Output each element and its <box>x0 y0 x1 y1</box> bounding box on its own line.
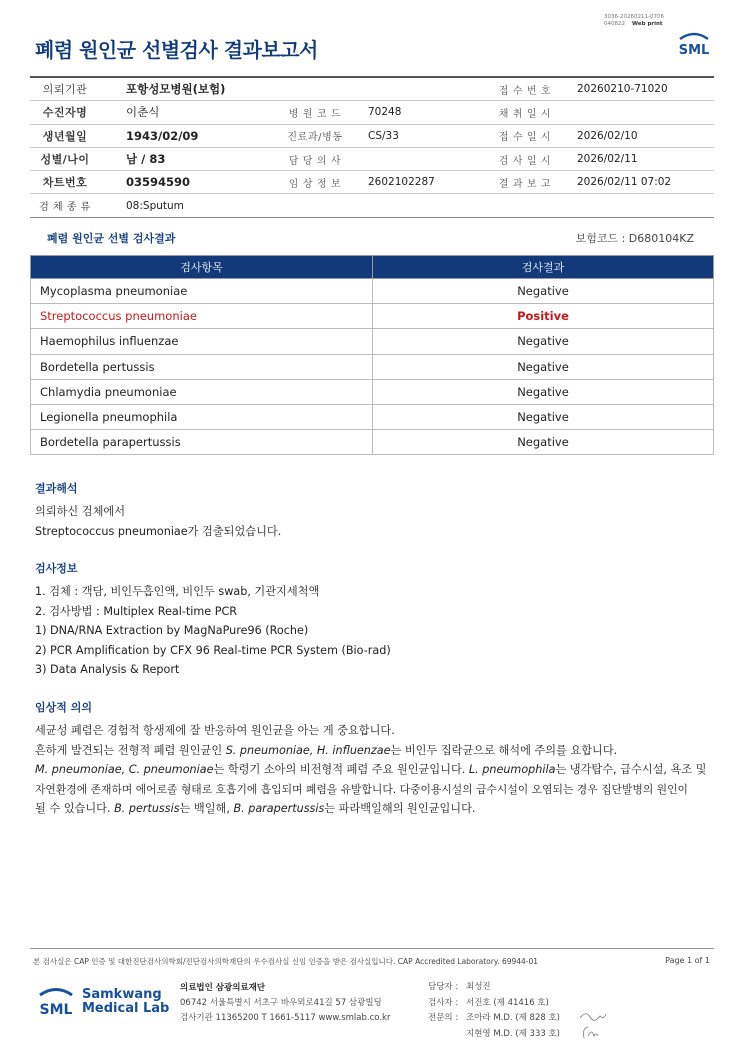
foundation-name: 의료법인 삼광의료재단 <box>180 983 266 993</box>
test-result: Positive <box>373 304 714 329</box>
dob-label: 생년월일 <box>42 129 88 143</box>
section-title: 폐렴 원인균 선별 검사결과 <box>47 232 176 245</box>
specialist-label: 전문의 : <box>428 1013 459 1024</box>
header-item: 검사항목 <box>31 256 373 279</box>
chart-value: 03594590 <box>126 175 191 190</box>
foundation-info <box>180 981 390 1026</box>
tester-name: 서진호 (제 41416 호) <box>466 997 549 1008</box>
accreditation-note: 본 검사실은 CAP 인증 및 대한진단검사의학회/진단검사의학재단의 우수검사실 신임 인증을 받은 검사실입니다. CAP Accredited Laboratory. 69944-01 <box>33 957 539 966</box>
test-result: Negative <box>373 329 714 354</box>
sex-age-value: 남 / 83 <box>126 152 166 167</box>
patient-info-table <box>30 76 714 218</box>
tester-label: 검사자 : <box>428 997 459 1008</box>
sml-logo-text: SML <box>678 43 710 58</box>
report-title: 폐렴 원인균 선별검사 결과보고서 <box>35 38 318 62</box>
clinical-line: 세균성 폐렴은 경험적 항생제에 잘 반응하여 원인균을 아는 게 중요합니다. <box>35 724 395 737</box>
test-name: Legionella pneumophila <box>31 404 373 429</box>
print-code-line1: 3036-20260211-0706 <box>604 14 664 20</box>
test-info-line: 1) DNA/RNA Extraction by MagNaPure96 (Roche) <box>35 624 309 638</box>
organism-name: B. pertussis <box>114 802 180 816</box>
specimen-label: 검 체 종 류 <box>39 202 91 214</box>
insurance-code: 보험코드 : D680104KZ <box>575 232 694 245</box>
specialist-name: 지현영 M.D. (제 333 호) <box>466 1028 561 1039</box>
footer-divider <box>30 948 714 949</box>
test-info-section <box>35 560 725 680</box>
table-row <box>31 354 714 379</box>
receipt-no-label: 접 수 번 호 <box>498 85 552 97</box>
test-name: Haemophilus influenzae <box>31 329 373 354</box>
hospital-code-label: 병 원 코 드 <box>288 108 342 120</box>
foundation-contact: 검사기관 11365200 T 1661-5117 www.smlab.co.kr <box>180 1013 391 1023</box>
results-table <box>30 255 714 455</box>
test-info-line: 3) Data Analysis & Report <box>35 663 180 677</box>
interpretation-line: 의뢰하신 검체에서 <box>35 505 126 518</box>
organism-name: L. pneumophila <box>468 763 556 777</box>
results-header-row <box>31 256 714 279</box>
sex-age-label: 성별/나이 <box>40 153 90 167</box>
test-date-value: 2026/02/11 <box>577 153 638 166</box>
sml-logo-mark-text: SML <box>39 1002 73 1018</box>
print-code-line2: 040822 <box>604 21 625 27</box>
info-row <box>30 148 714 171</box>
staff-info <box>428 980 560 1042</box>
logo-text <box>82 988 169 1016</box>
sml-logo <box>676 30 712 63</box>
clinical-meaning-section <box>35 699 725 819</box>
clinical-line <box>35 799 725 819</box>
page-number: Page 1 of 1 <box>665 956 710 965</box>
report-value: 2026/02/11 07:02 <box>577 176 672 189</box>
samkwang-logo <box>36 982 169 1022</box>
print-code <box>604 14 664 28</box>
foundation-address: 06742 서울특별시 서초구 바우뫼로41길 57 삼광빌딩 <box>180 998 382 1008</box>
print-code-suffix: Web print <box>632 21 663 27</box>
info-row <box>30 194 714 217</box>
test-name: Streptococcus pneumoniae <box>31 304 373 329</box>
signature-2 <box>578 1024 608 1042</box>
table-row <box>31 379 714 404</box>
clinical-text: 는 냉각탑수, 급수시설, 욕조 및 <box>555 763 707 777</box>
report-label: 결 과 보 고 <box>498 178 552 190</box>
test-result: Negative <box>373 404 714 429</box>
clinical-text: 는 백일해, <box>179 802 234 816</box>
table-row <box>31 329 714 354</box>
test-name: Bordetella pertussis <box>31 354 373 379</box>
clinical-text: 될 수 있습니다. <box>35 802 115 816</box>
test-info-title: 검사정보 <box>35 562 78 575</box>
doctor-label: 담 당 의 사 <box>288 155 342 167</box>
staff-label: 담당자 : <box>428 982 459 992</box>
clinical-text: 흔하게 발견되는 전형적 폐렴 원인균인 <box>35 743 226 757</box>
collect-date-label: 채 취 일 시 <box>498 108 552 120</box>
clinical-line: 자연환경에 존재하며 에어로졸 형태로 호흡기에 흡입되며 폐렴을 유발합니다. 다중이용시설의 급수시설이 오염되는 경우 집단발병의 원인이 <box>35 782 688 796</box>
interpretation-line: Streptococcus pneumoniae가 검출되었습니다. <box>35 524 282 538</box>
dept-value: CS/33 <box>368 129 399 142</box>
specialist-name: 조아라 M.D. (제 828 호) <box>466 1013 561 1024</box>
test-result: Negative <box>373 279 714 304</box>
patient-label: 수진자명 <box>42 106 88 120</box>
receipt-date-value: 2026/02/10 <box>577 129 638 142</box>
organism-name: M. pneumoniae, C. pneumoniae <box>35 763 214 777</box>
hospital-code-value: 70248 <box>368 106 402 119</box>
test-info-line: 2. 검사방법 : Multiplex Real-time PCR <box>35 604 238 618</box>
patient-value: 이춘식 <box>126 105 160 120</box>
clinical-value: 2602102287 <box>368 176 435 189</box>
dob-value: 1943/02/09 <box>126 128 199 143</box>
test-result: Negative <box>373 430 714 455</box>
test-name: Bordetella parapertussis <box>31 430 373 455</box>
specimen-value: 08:Sputum <box>126 199 184 212</box>
dept-label: 진료과/병동 <box>287 132 343 144</box>
organism-name: S. pneumoniae, H. influenzae <box>225 743 391 757</box>
clinical-text: 는 비인두 집락균으로 해석에 주의를 요합니다. <box>390 743 618 757</box>
table-row <box>31 430 714 455</box>
test-date-label: 검 사 일 시 <box>498 155 552 167</box>
interpretation-section <box>35 480 725 541</box>
test-name: Chlamydia pneumoniae <box>31 379 373 404</box>
info-row <box>30 101 714 124</box>
clinical-meaning-title: 임상적 의의 <box>35 701 92 714</box>
test-result: Negative <box>373 354 714 379</box>
table-row <box>31 304 714 329</box>
info-row <box>30 125 714 148</box>
logo-line1: Samkwang <box>82 987 162 1002</box>
logo-line2: Medical Lab <box>82 1001 170 1016</box>
test-info-line: 1. 검체 : 객담, 비인두흡인액, 비인두 swab, 기관지세척액 <box>35 585 320 598</box>
signature-1 <box>578 1008 608 1024</box>
test-result: Negative <box>373 379 714 404</box>
requester-label: 의뢰기관 <box>42 83 88 97</box>
receipt-date-label: 접 수 일 시 <box>498 132 552 144</box>
chart-label: 차트번호 <box>42 176 88 190</box>
receipt-no-value: 20260210-71020 <box>577 83 668 96</box>
clinical-line <box>35 760 725 780</box>
table-row <box>31 404 714 429</box>
info-row <box>30 78 714 101</box>
clinical-text: 는 학령기 소아의 비전형적 폐렴 주요 원인균입니다. <box>213 763 469 777</box>
sml-logo-mark <box>36 982 76 1022</box>
test-info-line: 2) PCR Amplification by CFX 96 Real-time PCR System (Bio-rad) <box>35 643 391 657</box>
clinical-line <box>35 741 725 761</box>
test-name: Mycoplasma pneumoniae <box>31 279 373 304</box>
interpretation-title: 결과해석 <box>35 482 78 495</box>
clinical-text: 는 파라백일해의 원인균입니다. <box>324 802 476 816</box>
table-row <box>31 279 714 304</box>
clinical-label: 임 상 정 보 <box>288 178 342 190</box>
header-result: 검사결과 <box>373 256 714 279</box>
organism-name: B. parapertussis <box>233 802 325 816</box>
info-row <box>30 171 714 194</box>
requester-value: 포항성모병원(보험) <box>126 82 226 97</box>
staff-name: 최성진 <box>466 982 491 992</box>
